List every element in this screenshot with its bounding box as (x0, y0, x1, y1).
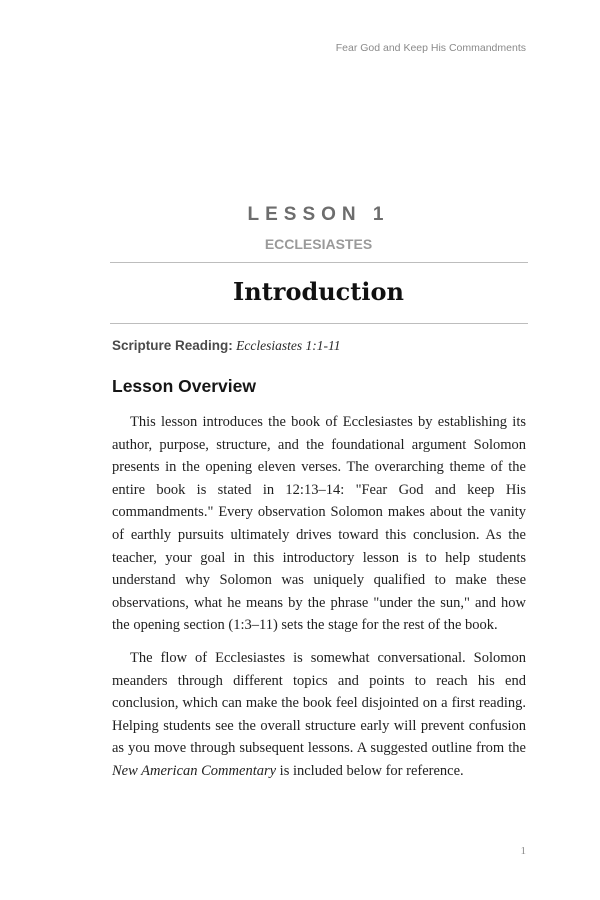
divider-bottom (110, 323, 528, 324)
scripture-label: Scripture Reading: (112, 338, 233, 353)
paragraph-1: This lesson introduces the book of Ecclesiastes by establishing its author, purpose, structure, and the foundational argument Solomon presents in the opening eleven verses. The overarching theme of the entire book is stated in 12:13–14: "Fear God and keep His commandments." Every observation Solomon makes about the vanity of earthly pursuits ultimately drives toward this conclusion. As the teacher, your goal in this introductory lesson is to help students understand why Solomon was uniquely qualified to make these observations, what he means by the phrase "under the sun," and how the opening section (1:3–11) sets the stage for the rest of the book. (112, 414, 526, 634)
lesson-overview-body (112, 411, 526, 793)
divider-top (110, 262, 528, 263)
paragraph-2-text-end: is included below for reference. (276, 762, 464, 779)
paragraph-2-text-start: The flow of Ecclesiastes is somewhat conversational. Solomon meanders through different topics and points to reach his end conclusion, which can make the book feel disjointed on a first reading. Helping students see the overall structure early will prevent confusion as you move through subsequent lessons. A suggested outline from the (112, 649, 526, 757)
lesson-label: LESSON 1 (247, 204, 390, 225)
paragraph-2 (112, 647, 526, 783)
scripture-reading (112, 338, 341, 354)
lesson-subtitle: ECCLESIASTES (264, 236, 373, 252)
page-number: 1 (520, 845, 526, 857)
lesson-overview-heading: Lesson Overview (112, 376, 256, 396)
commentary-title: New American Commentary (112, 762, 277, 779)
scripture-reference: Ecclesiastes 1:1-11 (236, 338, 341, 353)
section-title: Introduction (233, 277, 404, 306)
running-header: Fear God and Keep His Commandments (335, 42, 526, 54)
